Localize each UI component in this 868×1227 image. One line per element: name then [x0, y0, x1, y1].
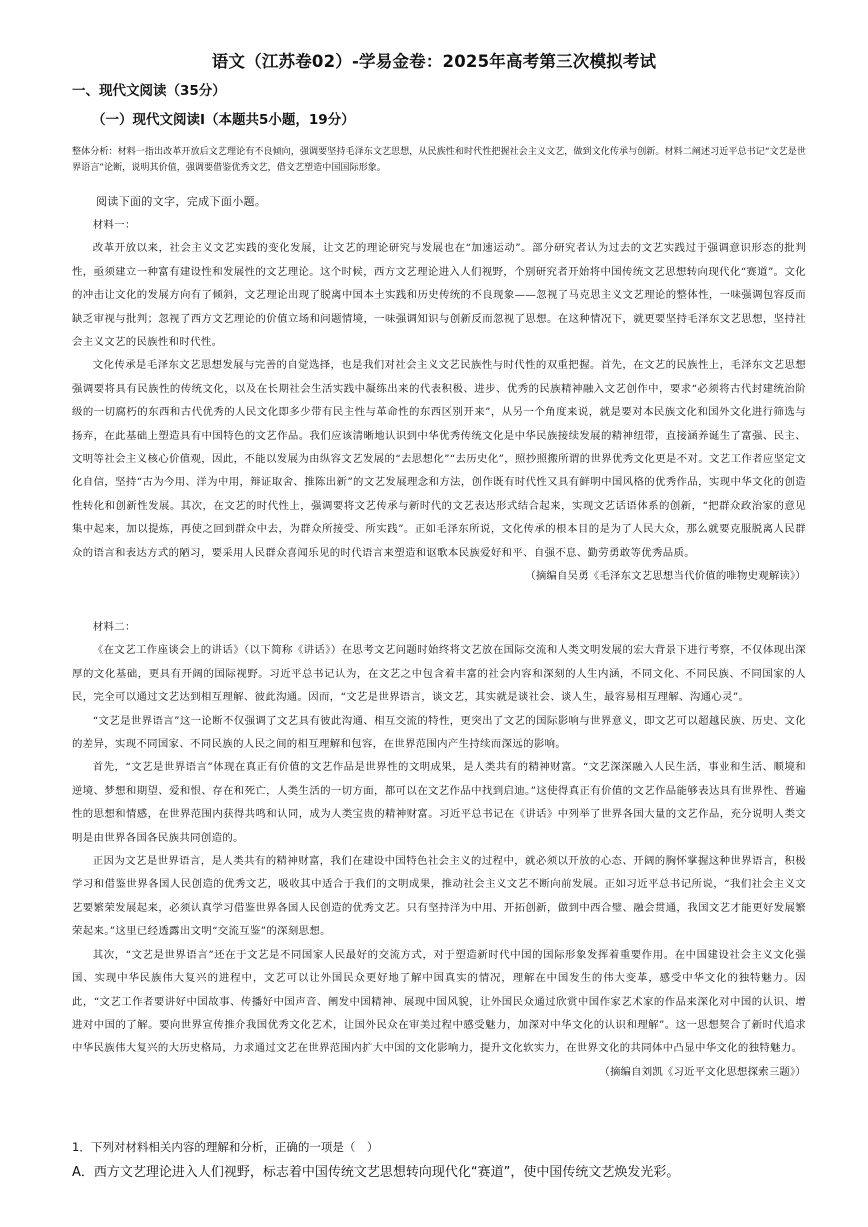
material-two-paragraph: 正因为文艺是世界语言，是人类共有的精神财富，我们在建设中国特色社会主义的过程中，就必须以开放的心态、开阔的胸怀掌握这种世界语言，积极学习和借鉴世界各国人民创造的优秀文艺，吸收其中适合于我们的文明成果，推动社会主义文艺不断向前发展。正如习近平总书记所说，“我们社会主义文艺要繁荣发展起来，必须认真学习借鉴世界各国人民创造的优秀文艺。只有坚持洋为中用、开拓创新，做到中西合璧、融会贯通，我国文艺才能更好发展繁荣起来。”这里已经透露出文明“交流互鉴”的深刻思想。: [72, 855, 806, 938]
material-two: [72, 616, 806, 1084]
material-one: [72, 214, 806, 589]
question-one-option-a: A．西方文艺理论进入人们视野，标志着中国传统文艺思想转向现代化“赛道”，使中国传统文艺焕发光彩。: [72, 1165, 680, 1180]
material-one-paragraph: 改革开放以来，社会主义文艺实践的变化发展，让文艺的理论研究与发展也在“加速运动”。部分研究者认为过去的文艺实践过于强调意识形态的批判性，亟须建立一种富有建设性和发展性的文艺理论。这个时候，西方文艺理论进入人们视野，个别研究者开始将中国传统文艺思想转向现代化“赛道”。文化的冲击让文化的发展方向有了倾斜，文艺理论出现了脱离中国本土实践和历史传统的不良现象——忽视了马克思主义文艺理论的整体性，一味强调包容反而缺乏审视与批判；忽视了西方文艺理论的价值立场和问题情境，一味强调知识与创新反而忽视了思想。在这种情况下，就更要坚持毛泽东文艺思想，坚持社会主义文艺的民族性和时代性。: [72, 242, 806, 349]
subsection-heading: （一）现代文阅读Ⅰ（本题共5小题，19分）: [92, 112, 355, 128]
material-two-paragraph: “文艺是世界语言”这一论断不仅强调了文艺具有彼此沟通、相互交流的特性，更突出了文艺的国际影响与世界意义，即文艺可以超越民族、历史、文化的差异，实现不同国家、不同民族的人民之间的相互理解和包容，在世界范围内产生持续而深远的影响。: [72, 714, 806, 751]
material-two-label: 材料二：: [92, 621, 136, 633]
question-one-stem: 1．下列对材料相关内容的理解和分析，正确的一项是（ ）: [72, 1140, 379, 1154]
section-heading: 一、现代文阅读（35分）: [72, 83, 226, 99]
material-two-paragraph: 其次，“文艺是世界语言”还在于文艺是不同国家人民最好的交流方式，对于塑造新时代中国的国际形象发挥着重要作用。在中国建设社会主义文化强国、实现中华民族伟大复兴的进程中，文艺可以让外国民众更好地了解中国真实的情况，理解在中国发生的伟大变革，感受中华文化的独特魅力。因此，“文艺工作者要讲好中国故事、传播好中国声音、阐发中国精神、展现中国风貌，让外国民众通过欣赏中国作家艺术家的作品来深化对中国的认识、增进对中国的了解。要向世界宣传推介我国优秀文化艺术，让国外民众在审美过程中感受魅力，加深对中华文化的认识和理解”。这一思想契合了新时代追求中华民族伟大复兴的大历史格局，力求通过文艺在世界范围内扩大中国的文化影响力，提升文化软实力，在世界文化的共同体中凸显中华文化的独特魅力。: [72, 948, 806, 1055]
material-two-paragraph: 《在文艺工作座谈会上的讲话》（以下简称《讲话》）在思考文艺问题时始终将文艺放在国际交流和人类文明发展的宏大背景下进行考察，不仅体现出深厚的文化基础，更具有开阔的国际视野。习近平总书记认为，在文艺之中包含着丰富的社会内容和深刻的人生内涵，不同文化、不同民族、不同国家的人民，完全可以通过文艺达到相互理解、彼此沟通。因而，“文艺是世界语言，谈文艺，其实就是谈社会、谈人生，最容易相互理解、沟通心灵”。: [72, 644, 806, 704]
material-two-source: （摘编自刘凯《习近平文化思想探索三题》）: [599, 1065, 806, 1078]
material-two-paragraph: 首先，“文艺是世界语言”体现在真正有价值的文艺作品是世界性的文明成果，是人类共有的精神财富。“文艺深深融入人民生活，事业和生活、顺境和逆境、梦想和期望、爱和恨、存在和死亡，人类生活的一切方面，都可以在文艺作品中找到启迪。”这使得真正有价值的文艺作品能够表达具有世界性、普遍性的思想和情感，在世界范围内获得共鸣和认同，成为人类宝贵的精神财富。习近平总书记在《讲话》中列举了世界各国大量的文艺作品，充分说明人类文明是由世界各国各民族共同创造的。: [72, 761, 806, 844]
material-one-label: 材料一：: [92, 219, 136, 231]
reading-instruction: 阅读下面的文字，完成下面小题。: [96, 195, 267, 208]
material-one-source: （摘编自吴勇《毛泽东文艺思想当代价值的唯物史观解读》）: [525, 570, 806, 583]
document-title: 语文（江苏卷02）-学易金卷：2025年高考第三次模拟考试: [211, 52, 657, 71]
overall-analysis: 整体分析：材料一指出改革开放后文艺理论有不良倾向，强调要坚持毛泽东文艺思想，从民族性和时代性把握社会主义文艺，做到文化传承与创新。材料二阐述习近平总书记“文艺是世界语言”论断，说明其价值，强调要借鉴优秀文艺，借文艺塑造中国国际形象。: [72, 147, 806, 173]
material-one-paragraph: 文化传承是毛泽东文艺思想发展与完善的自觉选择，也是我们对社会主义文艺民族性与时代性的双重把握。首先，在文艺的民族性上，毛泽东文艺思想强调要将具有民族性的传统文化，以及在长期社会生活实践中凝练出来的代表积极、进步、优秀的民族精神融入文艺创作中，要求“必须将古代封建统治阶级的一切腐朽的东西和古代优秀的人民文化即多少带有民主性与革命性的东西区别开来”，从另一个角度来说，就是要对本民族文化和国外文化进行筛选与扬弃，在此基础上塑造具有中国特色的文艺作品。我们应该清晰地认识到中华优秀传统文化是中华民族接续发展的精神纽带，直接涵养诞生了富强、民主、文明等社会主义核心价值观，因此，不能以发展为由纵容文艺发展的“去思想化”“去历史化”，照抄照搬所谓的世界优秀文化更是不对。文艺工作者应坚定文化自信，坚持“古为今用、洋为中用，辩证取舍、推陈出新”的文艺发展理念和方法，创作既有时代性又具有鲜明中国风格的优秀作品，实现中华文化的创造性转化和创新性发展。其次，在文艺的时代性上，强调要将文艺传承与新时代的文艺表达形式结合起来，实现文艺话语体系的创新，“把群众政治家的意见集中起来，加以提炼，再使之回到群众中去，为群众所接受、所实践”。正如毛泽东所说，文化传承的根本目的是为了人民大众，那么就要克服脱离人民群众的语言和表达方式的陋习，要采用人民群众喜闻乐见的时代语言来塑造和讴歌本民族爱好和平、自强不息、勤劳勇敢等优秀品质。: [72, 359, 806, 559]
